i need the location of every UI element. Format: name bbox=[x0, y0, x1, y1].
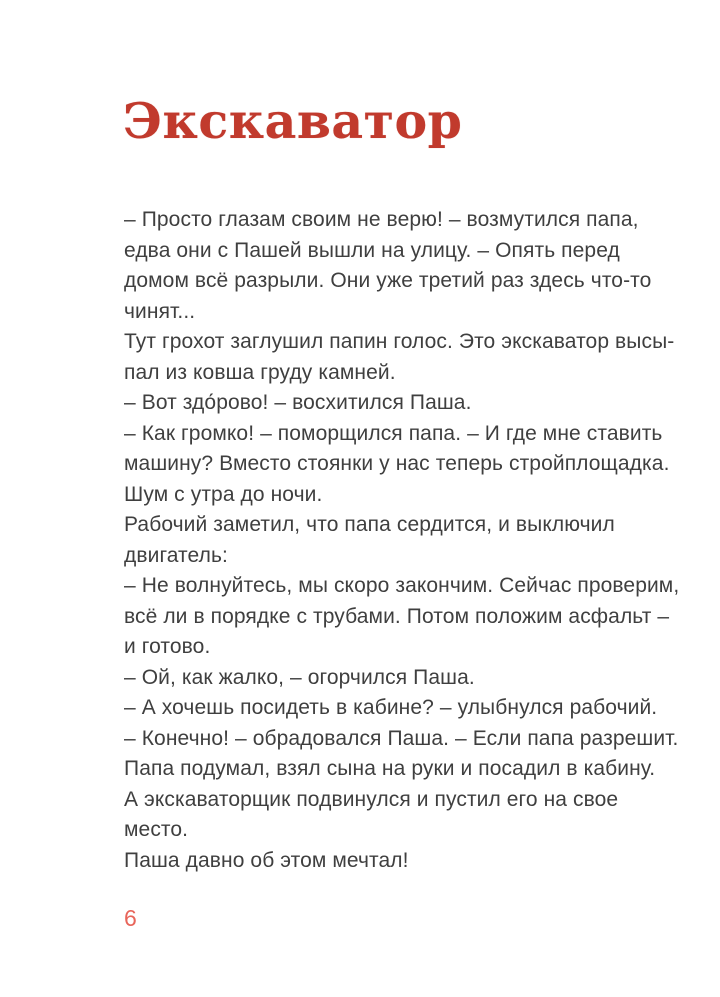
text-line: – Вот здо́рово! – восхитился Паша. bbox=[124, 391, 472, 414]
text-line: – Ой, как жалко, – огорчился Паша. bbox=[124, 665, 475, 689]
text-line: всё ли в порядке с трубами. Потом положим асфальт – bbox=[124, 604, 670, 628]
text-line: А экскаваторщик подвинулся и пустил его на свое bbox=[124, 787, 619, 811]
text-line: машину? Вместо стоянки у нас теперь стройплощадка. bbox=[124, 452, 670, 475]
text-line: место. bbox=[124, 818, 189, 841]
text-line: – Просто глазам своим не верю! – возмутился папа, bbox=[124, 208, 639, 231]
chapter-title: Экскаватор bbox=[123, 92, 463, 150]
text-line: едва они с Пашей вышли на улицу. – Опять перед bbox=[124, 238, 620, 262]
text-line: чинят... bbox=[124, 299, 196, 323]
text-line: двигатель: bbox=[124, 543, 228, 567]
text-line: пал из ковша груду камней. bbox=[124, 360, 396, 384]
story-text bbox=[124, 205, 680, 876]
text-line: Папа подумал, взял сына на руки и посадил в кабину. bbox=[124, 757, 656, 780]
text-line: Шум с утра до ночи. bbox=[124, 482, 323, 506]
text-line: Рабочий заметил, что папа сердится, и выключил bbox=[124, 513, 615, 536]
text-line: Тут грохот заглушил папин голос. Это экскаватор высы- bbox=[124, 330, 675, 353]
text-line: домом всё разрыли. Они уже третий раз здесь что-то bbox=[124, 269, 652, 292]
text-line: – Не волнуйтесь, мы скоро закончим. Сейчас проверим, bbox=[124, 574, 680, 597]
text-line: Паша давно об этом мечтал! bbox=[124, 848, 409, 872]
page-number: 6 bbox=[124, 905, 137, 931]
text-line: – Как громко! – поморщился папа. – И где мне ставить bbox=[124, 421, 663, 445]
text-line: и готово. bbox=[124, 635, 211, 658]
text-line: – А хочешь посидеть в кабине? – улыбнулся рабочий. bbox=[124, 696, 658, 719]
text-line: – Конечно! – обрадовался Паша. – Если папа разрешит. bbox=[124, 726, 679, 750]
